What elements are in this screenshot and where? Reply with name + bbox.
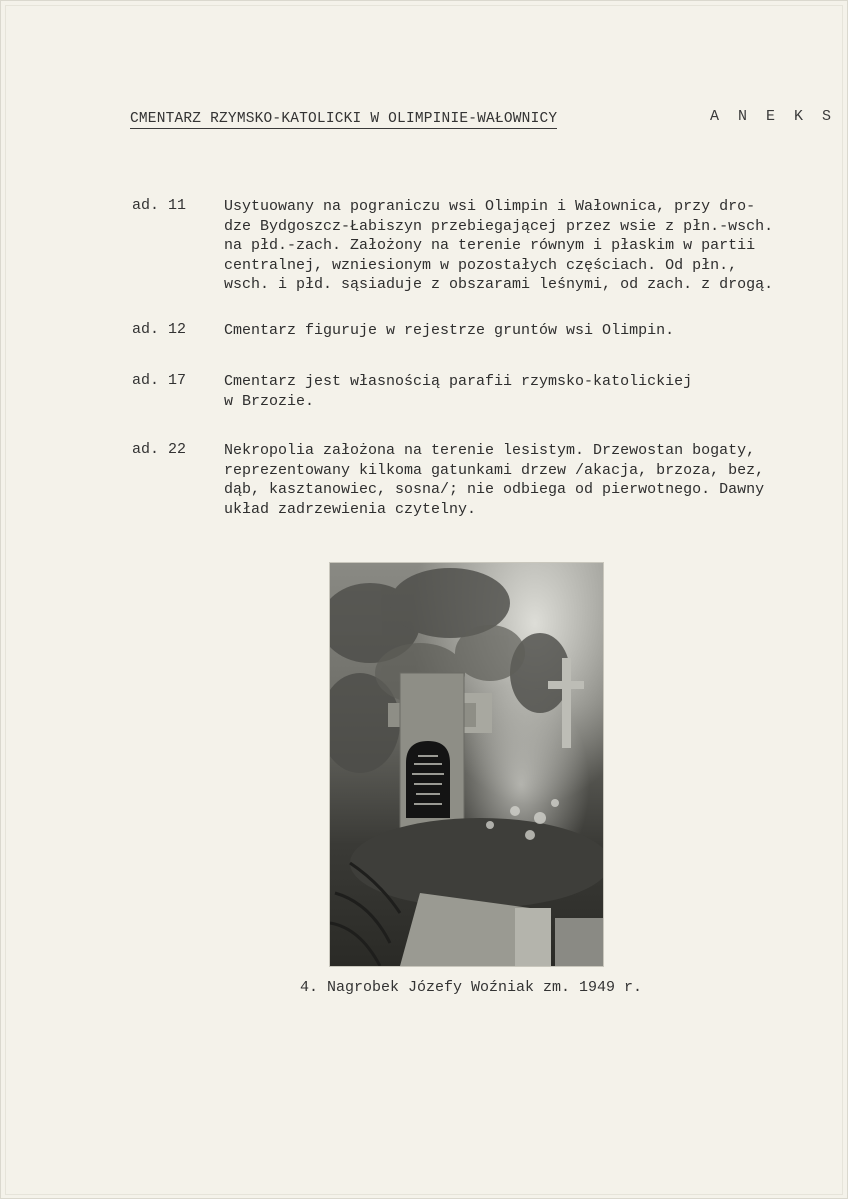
entry-label: ad. 22 [132,441,187,458]
text-line: Usytuowany na pograniczu wsi Olimpin i Wałownica, przy dro- [224,198,756,215]
text-line: w Brzozie. [224,392,315,410]
text-line: układ zadrzewienia czytelny. [224,500,477,518]
entry-text [224,321,848,341]
document-title: CMENTARZ RZYMSKO-KATOLICKI W OLIMPINIE-WAŁOWNICY [130,111,558,127]
entry-label: ad. 12 [132,321,187,338]
entry-text [224,441,848,519]
text-line: Cmentarz jest własnością parafii rzymsko-katolickiej [224,373,693,390]
text-line: dąb, kasztanowiec, sosna/; nie odbiega od pierwotnego. Dawny [224,481,765,498]
text-line: Nekropolia założona na terenie lesistym. Drzewostan bogaty, [224,442,756,459]
document-header [130,108,837,137]
entry-text [224,197,848,295]
text-line: wsch. i płd. sąsiaduje z obszarami leśnymi, od zach. z drogą. [224,276,774,293]
entry-label: ad. 11 [132,197,187,214]
text-line: dze Bydgoszcz-Łabiszyn przebiegającej przez wsie z płn.-wsch. [224,217,774,235]
text-line: na płd.-zach. Założony na terenie równym i płaskim w partii [224,237,756,254]
annex-label: A N E K S [710,108,837,125]
entry-label: ad. 17 [132,372,187,389]
gravestone-photo-icon [330,563,603,966]
text-line: reprezentowany kilkoma gatunkami drzew /akacja, brzoza, bez, [224,461,765,479]
entry-text [224,372,848,411]
text-line: Cmentarz figuruje w rejestrze gruntów wsi Olimpin. [224,322,675,339]
photo-caption: 4. Nagrobek Józefy Woźniak zm. 1949 r. [300,979,643,996]
gravestone-photo [330,563,603,966]
text-line: centralnej, wzniesionym w pozostałych częściach. Od płn., [224,256,738,274]
